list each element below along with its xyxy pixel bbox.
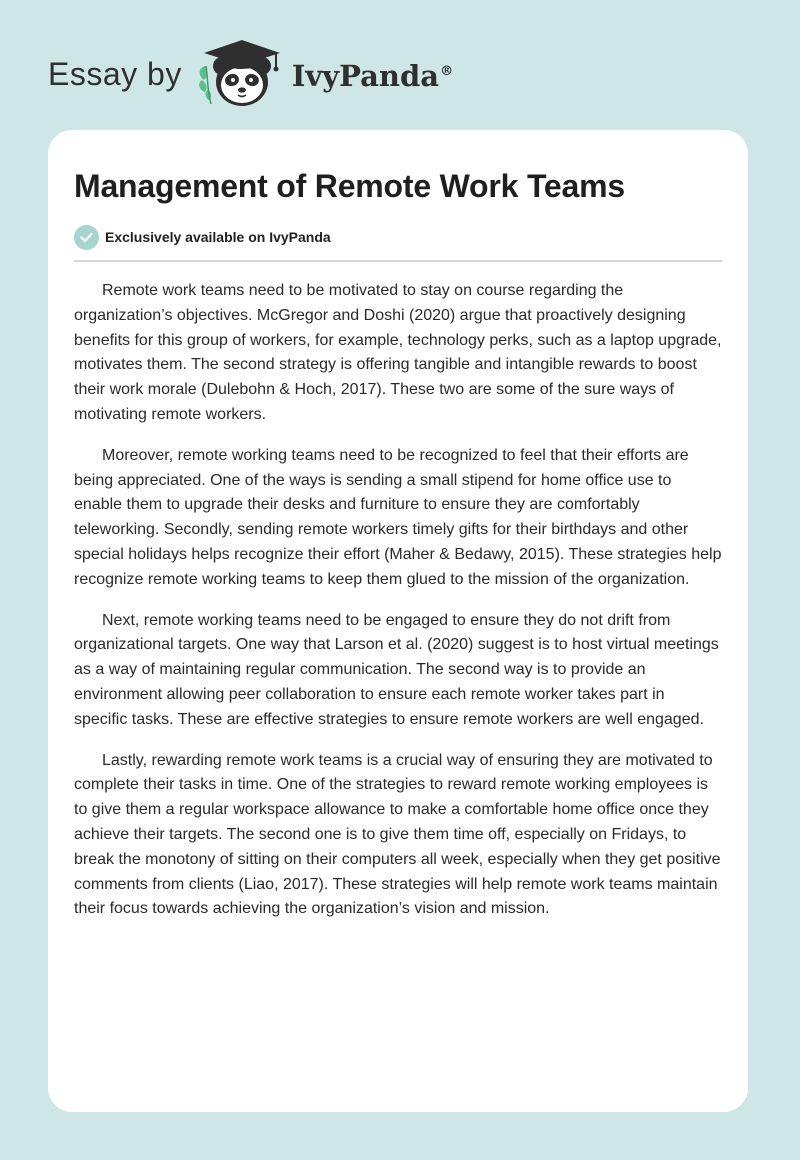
essay-card [48, 130, 748, 1112]
brand-name: IvyPanda® [291, 59, 454, 93]
paragraph-1: Remote work teams need to be motivated to stay on course regarding the organization’s objectives. McGregor and Doshi (2020) argue that proactively designing benefits for this group of workers, for example, technology perks, such as a laptop upgrade, motivates them. The second strategy is offering tangible and intangible rewards to boost their work morale (Dulebohn & Hoch, 2017). These two are some of the sure ways of motivating remote workers. [74, 282, 722, 423]
check-icon [74, 225, 99, 250]
essay-body [74, 279, 722, 922]
paragraph-2: Moreover, remote working teams need to be recognized to feel that their efforts are being appreciated. One of the ways is sending a small stipend for home office use to enable them to upgrade their desks and furniture to ensure they are comfortably teleworking. Secondly, sending remote workers timely gifts for their birthdays and other special holidays helps recognize their effort (Maher & Bedawy, 2015). These strategies help recognize remote working teams to keep them glued to the mission of the organization. [74, 446, 722, 588]
brand-prefix: Essay by [48, 55, 182, 92]
page-title: Management of Remote Work Teams [74, 168, 625, 204]
registered-mark: ® [440, 64, 454, 80]
panda-graduate-logo-icon [196, 36, 288, 112]
paragraph-4: Lastly, rewarding remote work teams is a crucial way of ensuring they are motivated to complete their tasks in time. One of the strategies to reward remote working employees is to give them a regular workspace allowance to make a comfortable home office once they achieve their targets. The second one is to give them time off, especially on Fridays, to break the monotony of sitting on their computers all week, especially when they get positive comments from clients (Liao, 2017). These strategies will help remote work teams maintain their focus towards achieving the organization’s vision and mission. [74, 751, 721, 918]
exclusive-badge [74, 224, 722, 250]
title-divider [74, 260, 722, 262]
paragraph-3: Next, remote working teams need to be engaged to ensure they do not drift from organizational targets. One way that Larson et al. (2020) suggest is to host virtual meetings as a way of maintaining regular communication. The second way is to provide an environment allowing peer collaboration to ensure each remote worker takes part in specific tasks. These are effective strategies to ensure remote workers are well engaged. [74, 611, 719, 728]
site-header-logo[interactable] [48, 34, 453, 114]
badge-text: Exclusively available on IvyPanda [105, 229, 331, 245]
